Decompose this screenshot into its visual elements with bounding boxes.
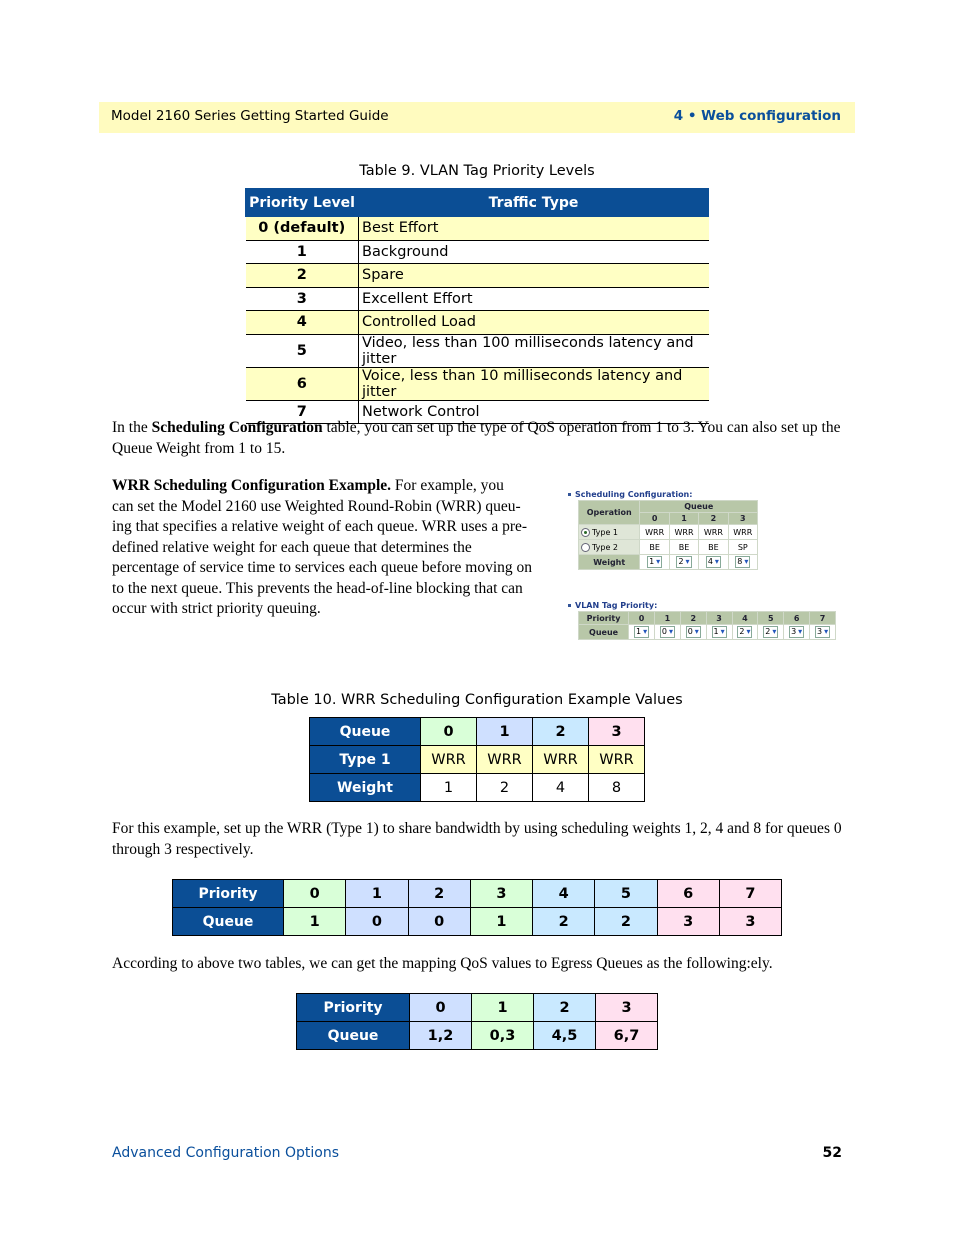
priority-label: Priority bbox=[579, 612, 628, 624]
priority-queue-table bbox=[172, 879, 782, 936]
traffic-type: Best Effort bbox=[359, 217, 709, 241]
weight-label: Weight bbox=[579, 555, 639, 569]
table-row bbox=[246, 311, 709, 335]
priority-level: 3 bbox=[246, 287, 359, 311]
para1-bold: Scheduling Configuration bbox=[151, 419, 323, 436]
priority-num: 3 bbox=[707, 612, 732, 624]
para1-post: table, you can set up the type of QoS operation from 1 to 3. You can also set up the Queue Weight from 1 to 15. bbox=[112, 419, 841, 457]
queue-value: 2 bbox=[739, 627, 745, 636]
priority-num: 5 bbox=[595, 880, 657, 908]
scheduling-paragraph bbox=[112, 418, 847, 459]
wrr-line: percentage of service time to services each queue before moving on bbox=[112, 559, 533, 576]
bullet-icon bbox=[568, 604, 571, 607]
wrr-line: occur with strict priority queuing. bbox=[112, 600, 321, 617]
weight-label: Weight bbox=[310, 774, 421, 802]
queue-label: Queue bbox=[173, 908, 284, 936]
header-chapter: 4 • Web configuration bbox=[673, 108, 841, 124]
weight-select[interactable] bbox=[676, 556, 691, 568]
dropdown-arrow-icon: ▾ bbox=[798, 627, 803, 636]
priority-num: 7 bbox=[719, 880, 781, 908]
vlan-priority-table bbox=[245, 188, 709, 424]
dropdown-arrow-icon: ▾ bbox=[714, 557, 719, 566]
queue-value: 3 bbox=[816, 627, 823, 636]
wrr-line: to the next queue. This prevents the head-of-line blocking that can bbox=[112, 579, 523, 597]
weight-value: 2 bbox=[678, 557, 684, 566]
wrr-paragraph bbox=[112, 476, 557, 620]
type1-value: WRR bbox=[670, 525, 698, 539]
queue-num: 3 bbox=[719, 908, 781, 936]
weight-select[interactable] bbox=[706, 556, 721, 568]
priority-level: 1 bbox=[246, 240, 359, 264]
table9-header-level: Priority Level bbox=[246, 189, 359, 217]
mapping-paragraph: According to above two tables, we can get the mapping QoS values to Egress Queues as the following:ely. bbox=[112, 955, 773, 972]
table10-caption: Table 10. WRR Scheduling Configuration Example Values bbox=[271, 692, 683, 708]
type1-label: Type 1 bbox=[592, 527, 619, 537]
priority-num: 2 bbox=[681, 612, 706, 624]
weight-value: 1 bbox=[649, 557, 655, 566]
queue-value: 3 bbox=[791, 627, 797, 636]
queue-label: Queue bbox=[310, 718, 421, 746]
queue-select[interactable] bbox=[789, 626, 804, 638]
traffic-type: Network Control bbox=[359, 400, 709, 424]
queue-select[interactable] bbox=[712, 626, 727, 638]
queue-select[interactable] bbox=[763, 626, 778, 638]
priority-num: 0 bbox=[410, 994, 472, 1022]
priority-num: 7 bbox=[810, 612, 835, 624]
queue-num: 2 bbox=[533, 908, 595, 936]
type1-value: WRR bbox=[729, 525, 757, 539]
vlan-tag-label: VLAN Tag Priority: bbox=[575, 601, 658, 610]
scheduling-config-table bbox=[578, 500, 758, 570]
queue-num: 3 bbox=[657, 908, 719, 936]
table-row bbox=[246, 217, 709, 241]
vlan-tag-title bbox=[568, 601, 657, 610]
queue-mapping: 4,5 bbox=[534, 1022, 596, 1050]
queue-mapping: 6,7 bbox=[596, 1022, 658, 1050]
priority-num: 4 bbox=[533, 880, 595, 908]
traffic-type: Controlled Load bbox=[359, 311, 709, 335]
queue-select[interactable] bbox=[737, 626, 752, 638]
type-value: WRR bbox=[477, 746, 533, 774]
page-number: 52 bbox=[822, 1145, 842, 1161]
priority-num: 2 bbox=[534, 994, 596, 1022]
queue-value: 0 bbox=[661, 627, 667, 636]
footer-section-title: Advanced Configuration Options bbox=[112, 1145, 340, 1161]
queue-select[interactable] bbox=[815, 626, 830, 638]
dropdown-arrow-icon: ▾ bbox=[746, 627, 751, 636]
queue-num: 0 bbox=[640, 513, 668, 524]
priority-num: 5 bbox=[758, 612, 783, 624]
type1-radio[interactable] bbox=[579, 525, 639, 539]
priority-level: 6 bbox=[246, 367, 359, 400]
queue-mapping: 1,2 bbox=[410, 1022, 472, 1050]
type1-value: WRR bbox=[640, 525, 668, 539]
queue-mapping: 0,3 bbox=[472, 1022, 534, 1050]
table-row bbox=[246, 367, 709, 400]
queue-num: 2 bbox=[595, 908, 657, 936]
type-value: WRR bbox=[421, 746, 477, 774]
wrr-line: For example, you bbox=[391, 477, 504, 494]
traffic-type: Spare bbox=[359, 264, 709, 288]
type2-value: BE bbox=[699, 540, 727, 554]
traffic-type: Background bbox=[359, 240, 709, 264]
table-row bbox=[246, 240, 709, 264]
type-label: Type 1 bbox=[310, 746, 421, 774]
priority-num: 4 bbox=[733, 612, 758, 624]
weight-select[interactable] bbox=[735, 556, 750, 568]
queue-value: 2 bbox=[765, 627, 771, 636]
example-paragraph: For this example, set up the WRR (Type 1) to share bandwidth by using scheduling weights 1, 2, 4 and 8 for queues 0 through 3 respectively. bbox=[112, 820, 842, 858]
priority-num: 2 bbox=[408, 880, 470, 908]
priority-level: 4 bbox=[246, 311, 359, 335]
dropdown-arrow-icon: ▾ bbox=[656, 557, 661, 566]
scheduling-config-title bbox=[568, 490, 692, 499]
dropdown-arrow-icon: ▾ bbox=[824, 627, 829, 636]
weight-value: 4 bbox=[533, 774, 589, 802]
priority-level: 2 bbox=[246, 264, 359, 288]
wrr-line: ing that specifies a relative weight of each queue. WRR uses a pre- bbox=[112, 518, 528, 535]
queue-num: 1 bbox=[284, 908, 346, 936]
priority-num: 1 bbox=[346, 880, 408, 908]
queue-num: 0 bbox=[346, 908, 408, 936]
queue-num: 0 bbox=[408, 908, 470, 936]
table-row bbox=[246, 287, 709, 311]
weight-value: 1 bbox=[421, 774, 477, 802]
type-value: WRR bbox=[589, 746, 645, 774]
traffic-type: Excellent Effort bbox=[359, 287, 709, 311]
wrr-title: WRR Scheduling Configuration Example. bbox=[112, 477, 392, 494]
priority-num: 6 bbox=[784, 612, 809, 624]
dropdown-arrow-icon: ▾ bbox=[643, 627, 648, 636]
qos-mapping-table bbox=[296, 993, 658, 1050]
queue-select[interactable] bbox=[686, 626, 701, 638]
weight-value: 8 bbox=[589, 774, 645, 802]
vlan-tag-priority-table bbox=[578, 611, 836, 640]
priority-label: Priority bbox=[297, 994, 410, 1022]
running-header bbox=[99, 102, 855, 133]
priority-num: 0 bbox=[284, 880, 346, 908]
type2-radio[interactable] bbox=[579, 540, 639, 554]
queue-num: 2 bbox=[533, 718, 589, 746]
radio-unselected-icon[interactable] bbox=[581, 543, 590, 552]
queue-header: Queue bbox=[640, 501, 757, 512]
priority-level: 5 bbox=[246, 334, 359, 367]
type2-value: BE bbox=[670, 540, 698, 554]
header-guide-title: Model 2160 Series Getting Started Guide bbox=[111, 108, 389, 124]
priority-label: Priority bbox=[173, 880, 284, 908]
wrr-line: can set the Model 2160 use Weighted Round-Robin (WRR) queu- bbox=[112, 497, 521, 515]
priority-num: 3 bbox=[470, 880, 532, 908]
config-screenshot bbox=[563, 486, 838, 651]
radio-selected-icon[interactable] bbox=[581, 528, 590, 537]
queue-label: Queue bbox=[297, 1022, 410, 1050]
priority-num: 0 bbox=[629, 612, 654, 624]
wrr-values-table bbox=[309, 717, 645, 802]
weight-select[interactable] bbox=[647, 556, 662, 568]
weight-value: 4 bbox=[707, 557, 713, 566]
priority-level: 7 bbox=[246, 400, 359, 424]
queue-select[interactable] bbox=[634, 626, 649, 638]
queue-num: 1 bbox=[470, 908, 532, 936]
queue-num: 1 bbox=[670, 513, 698, 524]
queue-num: 3 bbox=[589, 718, 645, 746]
type2-label: Type 2 bbox=[592, 542, 619, 552]
traffic-type: Voice, less than 10 milliseconds latency and jitter bbox=[359, 367, 709, 400]
queue-label: Queue bbox=[579, 625, 628, 639]
table9-caption: Table 9. VLAN Tag Priority Levels bbox=[359, 163, 595, 179]
priority-num: 6 bbox=[657, 880, 719, 908]
queue-num: 3 bbox=[729, 513, 757, 524]
priority-num: 1 bbox=[472, 994, 534, 1022]
dropdown-arrow-icon: ▾ bbox=[744, 557, 749, 566]
dropdown-arrow-icon: ▾ bbox=[694, 627, 699, 636]
operation-header: Operation bbox=[579, 501, 639, 524]
queue-select[interactable] bbox=[660, 626, 675, 638]
traffic-type: Video, less than 100 milliseconds latency and jitter bbox=[359, 334, 709, 367]
queue-value: 1 bbox=[636, 627, 642, 636]
table-row bbox=[246, 334, 709, 367]
queue-num: 0 bbox=[421, 718, 477, 746]
queue-value: 1 bbox=[713, 627, 719, 636]
dropdown-arrow-icon: ▾ bbox=[668, 627, 673, 636]
type1-value: WRR bbox=[699, 525, 727, 539]
table-row bbox=[246, 264, 709, 288]
type2-value: BE bbox=[640, 540, 668, 554]
scheduling-config-label: Scheduling Configuration: bbox=[575, 490, 693, 499]
wrr-line: defined relative weight for each queue that determines the bbox=[112, 538, 472, 556]
type2-value: SP bbox=[729, 540, 757, 554]
priority-level: 0 (default) bbox=[246, 217, 359, 241]
bullet-icon bbox=[568, 493, 571, 496]
dropdown-arrow-icon: ▾ bbox=[772, 627, 777, 636]
weight-value: 2 bbox=[477, 774, 533, 802]
dropdown-arrow-icon: ▾ bbox=[685, 557, 690, 566]
weight-value: 8 bbox=[737, 557, 743, 566]
queue-num: 2 bbox=[699, 513, 727, 524]
priority-num: 1 bbox=[655, 612, 680, 624]
queue-value: 0 bbox=[687, 627, 693, 636]
type-value: WRR bbox=[533, 746, 589, 774]
dropdown-arrow-icon: ▾ bbox=[720, 627, 725, 636]
table9-header-type: Traffic Type bbox=[359, 189, 709, 217]
para1-pre: In the bbox=[112, 419, 152, 436]
priority-num: 3 bbox=[596, 994, 658, 1022]
queue-num: 1 bbox=[477, 718, 533, 746]
